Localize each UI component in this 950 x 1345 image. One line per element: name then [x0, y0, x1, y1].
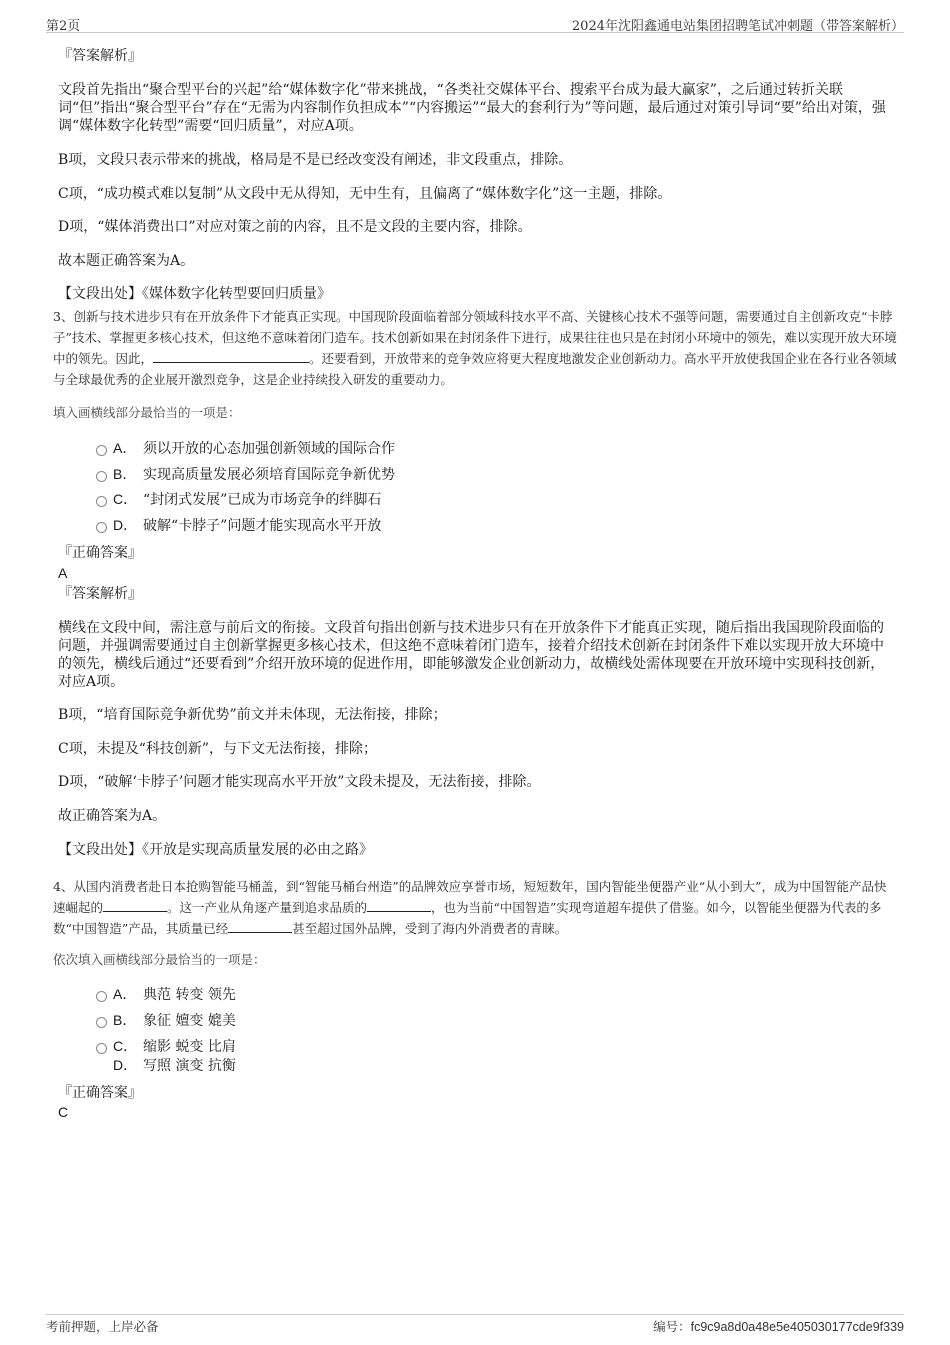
document-code [653, 1317, 904, 1335]
q3-option-d[interactable] [96, 515, 381, 535]
code-label: 编号： [653, 1319, 691, 1334]
q3-option-a-text: 须以开放的心态加强创新领域的国际合作 [143, 441, 395, 457]
document-title: 2024年沈阳鑫通电站集团招聘笔试冲刺题（带答案解析） [571, 19, 904, 34]
radio-icon[interactable] [96, 471, 107, 482]
q4-option-c-letter: C． [113, 1038, 138, 1054]
q4-stem-part-1: 4、从国内消费者赴日本抢购智能马桶盖，到“智能马桶台州造”的品牌效应享誉市场，短短数年，国内智能坐便器产业“从小到大”，成为中国智能产品快速崛起的 [53, 879, 887, 915]
q4-option-a[interactable] [96, 984, 236, 1004]
q4-prompt: 依次填入画横线部分最恰当的一项是： [53, 952, 266, 967]
q3-analysis-paragraph-3: C项，未提及“科技创新”，与下文无法衔接，排除； [58, 741, 378, 757]
radio-icon[interactable] [96, 991, 107, 1002]
q2-analysis-paragraph-1: 文段首先指出“聚合型平台的兴起”给“媒体数字化”带来挑战，“各类社交媒体平台、搜索平台成为最大赢家”，之后通过转折关联词“但”指出“聚合型平台”存在“无需为内容制作负担成本”“内容搬运”“最大的套利行为”等问题，最后通过对策引导词“要”给出对策，强调“媒体数字化转型”需要“回归质量”，对应A项。 [58, 82, 886, 134]
q2-analysis-paragraph-4: D项，“媒体消费出口”对应对策之前的内容，且不是文段的主要内容，排除。 [58, 219, 532, 235]
q2-analysis-paragraph-3: C项，“成功模式难以复制”从文段中无从得知，无中生有，且偏离了“媒体数字化”这一主题，排除。 [58, 186, 672, 202]
q4-stem [53, 876, 898, 939]
q3-blank [153, 350, 309, 363]
q4-option-b-text: 象征 嬗变 媲美 [143, 1013, 236, 1029]
q3-option-c-text: “封闭式发展”已成为市场竞争的绊脚石 [143, 492, 382, 508]
q3-option-b-letter: B． [113, 466, 137, 482]
q3-option-c-letter: C． [113, 491, 138, 507]
q3-correct-label: 『正确答案』 [58, 545, 142, 561]
q4-blank-2 [367, 899, 431, 912]
q3-analysis-paragraph-1: 横线在文段中间，需注意与前后文的衔接。文段首句指出创新与技术进步只有在开放条件下才能真正实现，随后指出我国现阶段面临的问题，并强调需要通过自主创新掌握更多核心技术，但这绝不意味着闭门造车，接着介绍技术创新在封闭条件下难以实现开放大环境中的领先，横线后通过“还要看到”介绍开放环境的促进作用，即能够激发企业创新动力，故横线处需体现要在开放环境中实现科技创新，对应A项。 [58, 620, 885, 690]
q3-analysis-conclusion: 故正确答案为A。 [58, 808, 167, 824]
q3-stem-part-2: 。还要看到，开放带来的竞争效应将更大程度地激发企业创新动力。高水平开放使我国企业在各行业各领域与全球最优秀的企业展开激烈竞争，这是企业持续投入研发的重要动力。 [53, 351, 897, 387]
q3-option-a-letter: A． [113, 440, 137, 456]
radio-icon[interactable] [96, 496, 107, 507]
radio-icon[interactable] [96, 1043, 107, 1054]
page-number: 第2页 [46, 19, 81, 34]
q3-analysis-paragraph-4: D项，“破解‘卡脖子’问题才能实现高水平开放”文段未提及，无法衔接，排除。 [58, 774, 541, 790]
code-value: fc9c9a8d0a48e5e405030177cde9f339 [690, 1320, 904, 1334]
page-footer [46, 1314, 904, 1333]
radio-icon[interactable] [96, 522, 107, 533]
q4-option-b-letter: B． [113, 1012, 137, 1028]
q3-analysis-paragraph-2: B项，“培育国际竞争新优势”前文并未体现，无法衔接，排除； [58, 707, 447, 723]
q3-option-d-text: 破解“卡脖子”问题才能实现高水平开放 [143, 518, 382, 534]
q4-blank-1 [103, 899, 167, 912]
q3-source: 【文段出处】《开放是实现高质量发展的必由之路》 [58, 842, 373, 858]
q2-analysis-label: 『答案解析』 [58, 48, 142, 64]
footer-slogan: 考前押题，上岸必备 [46, 1319, 159, 1334]
q3-correct-answer: A [58, 565, 68, 581]
q3-option-b[interactable] [96, 464, 395, 484]
q3-analysis-label: 『答案解析』 [58, 586, 142, 602]
radio-icon[interactable] [96, 1017, 107, 1028]
q4-option-b[interactable] [96, 1010, 236, 1030]
q4-correct-answer: C [58, 1104, 69, 1120]
q4-option-d[interactable] [96, 1055, 236, 1075]
q4-option-c[interactable] [96, 1036, 236, 1056]
q3-option-d-letter: D． [113, 517, 138, 533]
q4-option-d-letter: D． [113, 1057, 138, 1073]
q3-prompt: 填入画横线部分最恰当的一项是： [53, 405, 241, 420]
q3-option-a[interactable] [96, 438, 395, 458]
q4-option-a-letter: A． [113, 986, 137, 1002]
page-header [46, 14, 904, 33]
q3-option-b-text: 实现高质量发展必须培育国际竞争新优势 [143, 467, 395, 483]
q3-stem-part-1: 3、创新与技术进步只有在开放条件下才能真正实现。中国现阶段面临着部分领域科技水平不高、关键核心技术不强等问题，需要通过自主创新攻克“卡脖子”技术、掌握更多核心技术，但这绝不意味着闭门造车。技术创新如果在封闭条件下进行，成果往往也只是在封闭小环境中的领先，难以实现开放大环境中的领先。因此， [53, 309, 897, 366]
q2-analysis-paragraph-2: B项，文段只表示带来的挑战，格局是不是已经改变没有阐述，非文段重点，排除。 [58, 152, 573, 168]
q4-stem-part-4: 甚至超过国外品牌，受到了海内外消费者的青睐。 [292, 921, 568, 936]
q4-blank-3 [228, 920, 292, 933]
q3-option-c[interactable] [96, 489, 381, 509]
q4-option-c-text: 缩影 蜕变 比肩 [143, 1039, 236, 1055]
q3-stem [53, 306, 898, 390]
q2-analysis-conclusion: 故本题正确答案为A。 [58, 253, 195, 269]
q2-source: 【文段出处】《媒体数字化转型要回归质量》 [58, 286, 331, 302]
q4-stem-part-3: ，也为当前“中国智造”实现弯道超车提供了借鉴。如今，以智能坐便器为代表的多数“中国智造”产品，其质量已经 [53, 900, 882, 936]
radio-icon[interactable] [96, 445, 107, 456]
q4-option-a-text: 典范 转变 领先 [143, 987, 236, 1003]
q4-correct-label: 『正确答案』 [58, 1085, 142, 1101]
q4-stem-part-2: 。这一产业从角逐产量到追求品质的 [167, 900, 368, 915]
q4-option-d-text: 写照 演变 抗衡 [143, 1058, 236, 1074]
